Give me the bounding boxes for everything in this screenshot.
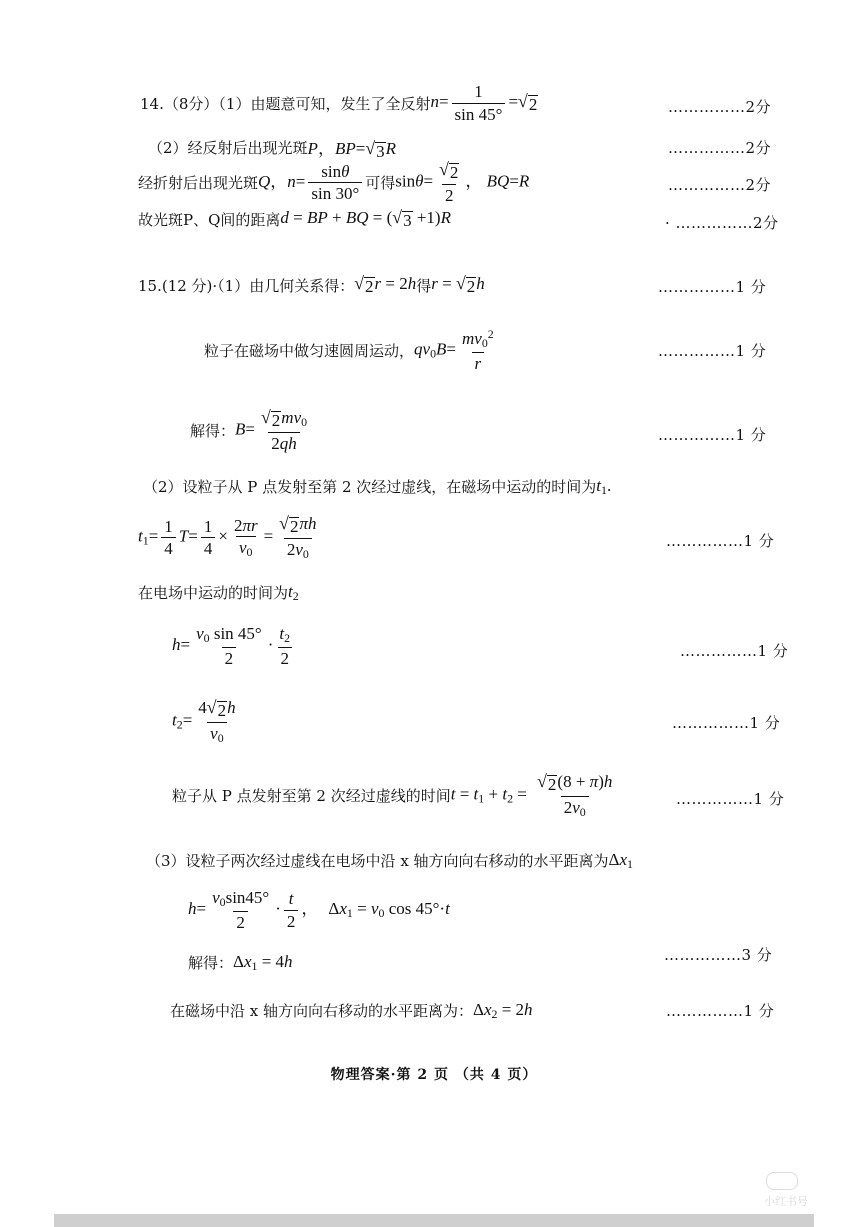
formula-dx1: $\Delta x_1 = 4h$ xyxy=(233,952,293,973)
q15-de-text: 得 xyxy=(416,276,432,295)
q14-score-4: · ……………2分 xyxy=(665,214,779,232)
formula-dx1-cos: $\Delta x_1 = v_0$ cos 45°·t xyxy=(328,899,450,921)
formula-b: B= √ 2 $mv_0$ 2qh xyxy=(235,407,308,453)
bottom-bar xyxy=(54,1214,814,1227)
formula-dx2: $\Delta x_2 = 2h$ xyxy=(473,1000,533,1021)
q15-score-7: ……………1 分 xyxy=(680,642,789,660)
symbol-t1: $t_1$. xyxy=(596,476,612,497)
q15-line-10 xyxy=(146,850,633,872)
q15-score-12: ……………3 分 xyxy=(664,946,773,964)
q15-score-5: ……………1 分 xyxy=(666,532,775,550)
formula-bp: P，BP= √ 3 R xyxy=(307,138,396,161)
formula-n-sintheta: Q，n= $\frac{\sin\theta}{\sin 30^\circ}$ xyxy=(258,162,365,204)
q15-bfield-dist-text: 在磁场中沿 x 轴方向向右移动的水平距离为： xyxy=(170,1002,473,1021)
q14-line-1 xyxy=(140,82,538,124)
q15-line-4 xyxy=(143,476,611,498)
q15-line-11 xyxy=(188,888,450,932)
symbol-dx1: $\Delta x_1$ xyxy=(608,850,633,871)
q14-keyi-text: 可得 xyxy=(365,174,396,193)
q15-score-9: ……………1 分 xyxy=(676,790,785,808)
watermark-badge-icon xyxy=(766,1172,798,1190)
q15-line-7 xyxy=(172,624,296,668)
q14-refraction-text: 经折射后出现光斑 xyxy=(138,174,259,193)
watermark: 小红书号 xyxy=(764,1195,808,1208)
formula-d: d = BP + BQ = ( √ 3 +1)R xyxy=(280,207,451,230)
formula-t2: $t_2=$ 4 √ 2 h $v_0$ xyxy=(172,697,236,745)
formula-r: r = √ 2 h xyxy=(431,273,485,296)
symbol-t2: $t_2$ xyxy=(288,582,299,603)
q14-line-3 xyxy=(138,160,529,205)
q15-part1-text: 15.(12 分)·（1）由几何关系得： xyxy=(138,276,355,295)
q14-line-2 xyxy=(148,134,396,162)
q15-score-1: ……………1 分 xyxy=(658,278,767,296)
q15-total-time-text: 粒子从 P 点发射至第 2 次经过虚线的时间 xyxy=(172,787,451,806)
q14-score-1: ……………2分 xyxy=(668,98,772,116)
q15-score-8: ……………1 分 xyxy=(672,714,781,732)
formula-h: h= $\frac{v_0 \sin 45^\circ}{2}$ · $\frac{t_2}{2}$ xyxy=(172,624,291,668)
q15-line-6 xyxy=(138,582,299,604)
formula-t-total: $t = t_1 + t_2$ = √ 2 (8 + π)h $2v_0$ xyxy=(450,771,613,819)
q14-score-2: ……………2分 xyxy=(668,139,772,157)
q15-line-1 xyxy=(138,274,485,297)
q15-score-13: ……………1 分 xyxy=(666,1002,775,1020)
q15-line-9 xyxy=(172,772,618,819)
formula-h-2: h= $\frac{v_0\sin 45^\circ}{2}$ · $\frac{t}{2}$ ， xyxy=(188,888,319,932)
formula-t1: $t_1=$ $\frac{1}{4}$ T= $\frac{1}{4}$ × $\frac{2\pi r}{v_0}$ = √ 2 πh $2v_0$ xyxy=(138,513,317,561)
q15-line-3 xyxy=(190,408,313,453)
q15-score-2: ……………1 分 xyxy=(658,342,767,360)
q15-part3-text: （3）设粒子两次经过虚线在电场中沿 x 轴方向向右移动的水平距离为 xyxy=(146,852,609,871)
q15-efield-time-text: 在电场中运动的时间为 xyxy=(138,584,289,603)
q15-line-8 xyxy=(172,698,242,745)
q15-line-12 xyxy=(188,952,293,974)
formula-sintheta: sinθ= √ 2 2 ， BQ=R xyxy=(395,159,530,205)
formula-n-sin45: n= $\frac{1}{\sin 45^\circ}$ = √ 2 xyxy=(430,82,538,124)
q14-part2-text: （2）经反射后出现光斑 xyxy=(148,139,308,158)
q14-part1-text: 14.（8分）（1）由题意可知，发生了全反射 xyxy=(140,94,431,113)
q14-score-3: ……………2分 xyxy=(668,176,772,194)
q15-circular-text: 粒子在磁场中做匀速圆周运动， xyxy=(204,342,415,361)
q15-score-3: ……………1 分 xyxy=(658,426,767,444)
q15-solve2-text: 解得： xyxy=(188,954,234,973)
q15-line-5 xyxy=(138,514,323,561)
page-footer: 物理答案·第 2 页 （共 4 页） xyxy=(330,1067,538,1083)
formula-r-h: √ 2 r = 2h xyxy=(354,273,417,296)
q15-line-13 xyxy=(170,1000,533,1022)
q15-part2-text: （2）设粒子从 P 点发射至第 2 次经过虚线，在磁场中运动的时间为 xyxy=(143,478,597,497)
q15-line-2 xyxy=(204,328,500,373)
formula-qvb: $qv_0B=$ $\frac{mv_0^2}{r}$ xyxy=(414,327,494,373)
q15-solve-text: 解得： xyxy=(190,422,236,441)
q14-line-4 xyxy=(138,208,451,231)
q14-distance-text: 故光斑P、Q间的距离 xyxy=(138,210,281,229)
